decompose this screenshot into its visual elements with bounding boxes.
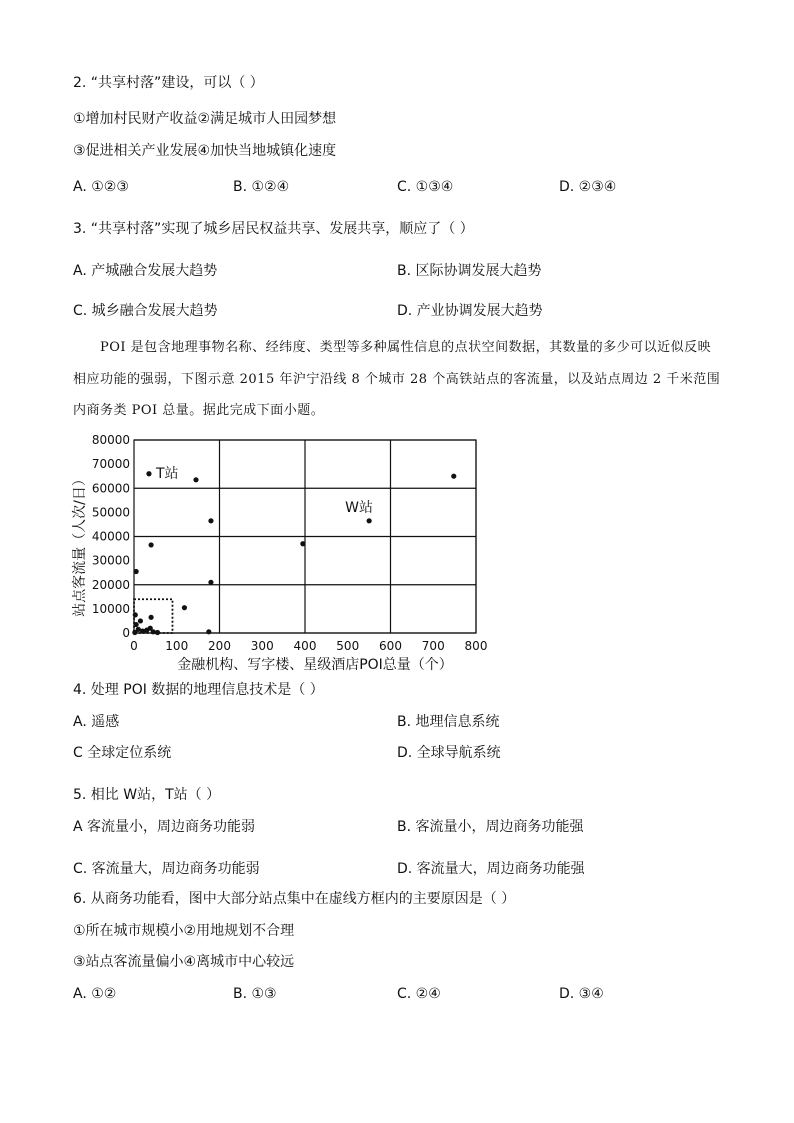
chart-grid xyxy=(134,440,476,633)
y-axis-label: 站点客流量（人次/日） xyxy=(72,472,88,617)
x-tick-label: 400 xyxy=(293,639,317,653)
data-point xyxy=(149,542,154,547)
passage-line-1: POI 是包含地理事物名称、经纬度、类型等多种属性信息的点状空间数据，其数量的多少可以近似反映 xyxy=(100,340,712,355)
data-point xyxy=(208,518,213,523)
x-tick-label: 200 xyxy=(208,639,231,653)
q2-option-c[interactable]: C. ①③④ xyxy=(397,179,454,195)
q2-choice-line-2: ③促进相关产业发展④加快当地城镇化速度 xyxy=(73,143,337,159)
q6-option-b[interactable]: B. ①③ xyxy=(233,986,277,1002)
passage-line-2: 相应功能的强弱，下图示意 2015 年沪宁沿线 8 个城市 28 个高铁站点的客流量，以及站点周边 2 千米范围 xyxy=(73,372,721,387)
data-point xyxy=(208,580,213,585)
q2-option-b[interactable]: B. ①②④ xyxy=(233,179,290,195)
scatter-chart xyxy=(58,430,498,675)
passage-line-3: 内商务类 POI 总量。据此完成下面小题。 xyxy=(73,403,325,418)
data-point xyxy=(138,618,143,623)
data-point xyxy=(182,605,187,610)
y-tick-label: 20000 xyxy=(91,577,130,592)
x-tick-label: 600 xyxy=(379,639,402,653)
data-point xyxy=(148,626,153,631)
q6-stem: 6. 从商务功能看，图中大部分站点集中在虚线方框内的主要原因是（ ） xyxy=(73,891,516,907)
data-point xyxy=(300,541,305,546)
q5-option-a[interactable]: A 客流量小，周边商务功能弱 xyxy=(73,819,256,835)
q3-option-d[interactable]: D. 产业协调发展大趋势 xyxy=(397,303,543,319)
data-point xyxy=(134,569,139,574)
q2-option-d[interactable]: D. ②③④ xyxy=(559,179,617,195)
y-tick-label: 30000 xyxy=(91,553,130,568)
y-tick-label: 70000 xyxy=(91,457,130,472)
q3-option-a[interactable]: A. 产城融合发展大趋势 xyxy=(73,263,218,279)
q3-stem: 3. “共享村落”实现了城乡居民权益共享、发展共享，顺应了（ ） xyxy=(73,221,474,237)
data-points xyxy=(132,465,456,635)
y-tick-label: 40000 xyxy=(91,529,130,544)
point-label: T站 xyxy=(155,465,179,482)
y-tick-label: 50000 xyxy=(91,505,130,520)
q5-option-c[interactable]: C. 客流量大，周边商务功能弱 xyxy=(73,861,260,877)
data-point xyxy=(133,612,138,617)
q4-option-b[interactable]: B. 地理信息系统 xyxy=(397,714,500,730)
y-tick-labels xyxy=(92,433,130,640)
y-tick-label: 10000 xyxy=(91,601,130,616)
point-label: W站 xyxy=(345,499,373,516)
q6-option-d[interactable]: D. ③④ xyxy=(559,986,604,1002)
q3-option-b[interactable]: B. 区际协调发展大趋势 xyxy=(397,263,542,279)
q5-option-d[interactable]: D. 客流量大，周边商务功能强 xyxy=(397,861,585,877)
x-tick-label: 100 xyxy=(165,639,189,653)
x-axis-label: 金融机构、写字楼、星级酒店POI总量（个） xyxy=(177,657,453,673)
data-point xyxy=(146,471,151,476)
q2-choice-line-1: ①增加村民财产收益②满足城市人田园梦想 xyxy=(73,111,337,127)
q4-option-c[interactable]: C 全球定位系统 xyxy=(73,745,172,761)
x-tick-label: 500 xyxy=(336,639,360,653)
q2-option-a[interactable]: A. ①②③ xyxy=(73,179,129,195)
q6-choice-line-2: ③站点客流量偏小④离城市中心较远 xyxy=(73,954,295,970)
data-point xyxy=(367,518,372,523)
x-tick-label: 300 xyxy=(250,639,274,653)
q4-option-d[interactable]: D. 全球导航系统 xyxy=(397,745,501,761)
y-tick-label: 0 xyxy=(122,626,130,640)
data-point xyxy=(134,622,139,627)
q6-choice-line-1: ①所在城市规模小②用地规划不合理 xyxy=(73,923,295,939)
q6-option-a[interactable]: A. ①② xyxy=(73,986,117,1002)
data-point xyxy=(451,474,456,479)
q5-stem: 5. 相比 W站，T站（ ） xyxy=(73,787,221,803)
q6-option-c[interactable]: C. ②④ xyxy=(397,986,441,1002)
data-point xyxy=(155,630,160,635)
x-tick-label: 700 xyxy=(421,639,445,653)
x-tick-label: 800 xyxy=(464,639,488,653)
y-tick-label: 60000 xyxy=(91,481,130,496)
data-point xyxy=(149,615,154,620)
x-tick-label: 0 xyxy=(130,639,138,653)
data-point xyxy=(206,629,211,634)
q4-stem: 4. 处理 POI 数据的地理信息技术是（ ） xyxy=(73,682,324,698)
q4-option-a[interactable]: A. 遥感 xyxy=(73,714,120,730)
y-tick-label: 80000 xyxy=(91,433,130,447)
q5-option-b[interactable]: B. 客流量小，周边商务功能强 xyxy=(397,819,584,835)
q2-stem: 2. “共享村落”建设，可以（ ） xyxy=(73,75,264,91)
q3-option-c[interactable]: C. 城乡融合发展大趋势 xyxy=(73,303,218,319)
data-point xyxy=(132,630,137,635)
data-point xyxy=(193,477,198,482)
x-tick-labels xyxy=(130,639,487,653)
